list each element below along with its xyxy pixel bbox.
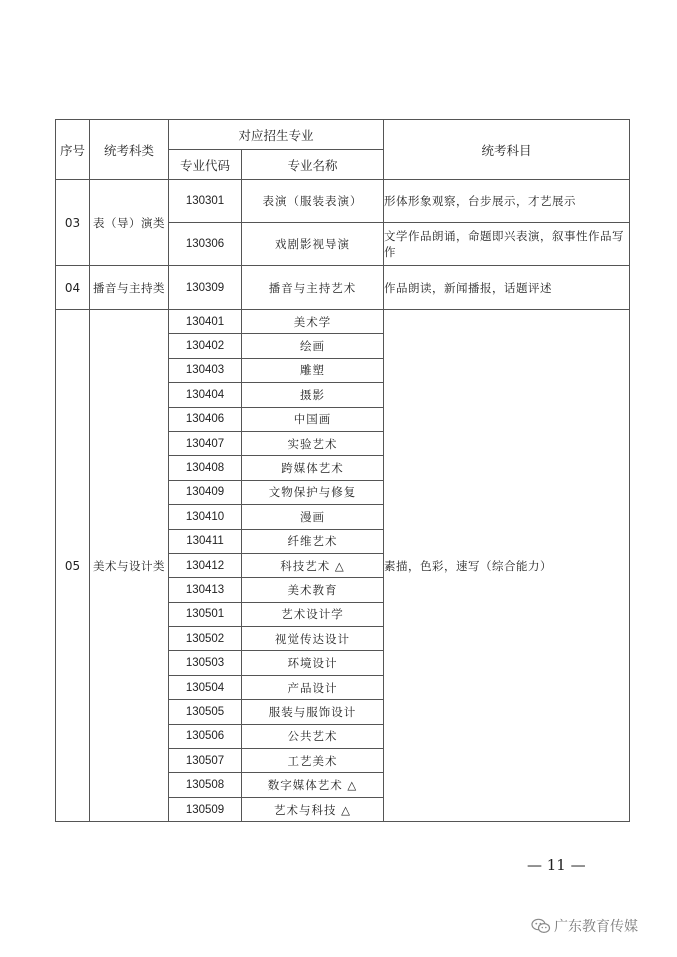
major-code: 130413: [169, 578, 242, 602]
major-name: 艺术与科技 △: [242, 797, 384, 821]
major-name: 表演（服装表演）: [242, 180, 384, 223]
exam-subjects: 作品朗读，新闻播报，话题评述: [384, 266, 630, 310]
header-subjects: 统考科目: [384, 120, 630, 180]
group-category: 美术与设计类: [90, 310, 169, 822]
major-code: 130306: [169, 223, 242, 266]
major-name: 艺术设计学: [242, 602, 384, 626]
major-name: 科技艺术 △: [242, 553, 384, 577]
group-category: 表（导）演类: [90, 180, 169, 266]
major-code: 130309: [169, 266, 242, 310]
group-seq: 03: [56, 180, 90, 266]
major-name: 工艺美术: [242, 749, 384, 773]
major-code: 130410: [169, 505, 242, 529]
header-seq: 序号: [56, 120, 90, 180]
major-name: 产品设计: [242, 675, 384, 699]
major-code: 130501: [169, 602, 242, 626]
major-name: 摄影: [242, 383, 384, 407]
exam-subjects-table: [55, 119, 630, 822]
major-code: 130509: [169, 797, 242, 821]
watermark: [531, 916, 638, 936]
group-seq: 04: [56, 266, 90, 310]
exam-subjects: 文学作品朗诵，命题即兴表演，叙事性作品写作: [384, 223, 630, 266]
major-code: 130502: [169, 627, 242, 651]
major-name: 美术学: [242, 310, 384, 334]
major-name: 中国画: [242, 407, 384, 431]
major-name: 戏剧影视导演: [242, 223, 384, 266]
major-name: 视觉传达设计: [242, 627, 384, 651]
major-name: 绘画: [242, 334, 384, 358]
major-code: 130401: [169, 310, 242, 334]
major-code: 130408: [169, 456, 242, 480]
header-category: 统考科类: [90, 120, 169, 180]
major-name: 播音与主持艺术: [242, 266, 384, 310]
wechat-icon: [531, 918, 551, 934]
major-name: 跨媒体艺术: [242, 456, 384, 480]
major-code: 130407: [169, 431, 242, 455]
major-name: 美术教育: [242, 578, 384, 602]
major-name: 实验艺术: [242, 431, 384, 455]
header-major-group: 对应招生专业: [169, 120, 384, 150]
major-code: 130301: [169, 180, 242, 223]
major-name: 雕塑: [242, 358, 384, 382]
major-code: 130503: [169, 651, 242, 675]
major-name: 服装与服饰设计: [242, 700, 384, 724]
major-code: 130409: [169, 480, 242, 504]
major-code: 130402: [169, 334, 242, 358]
major-code: 130411: [169, 529, 242, 553]
exam-subjects: 形体形象观察，台步展示，才艺展示: [384, 180, 630, 223]
group-category: 播音与主持类: [90, 266, 169, 310]
header-code: 专业代码: [169, 150, 242, 180]
major-code: 130506: [169, 724, 242, 748]
major-name: 公共艺术: [242, 724, 384, 748]
major-code: 130406: [169, 407, 242, 431]
major-code: 130507: [169, 749, 242, 773]
major-code: 130508: [169, 773, 242, 797]
exam-subjects: 素描，色彩，速写（综合能力）: [384, 310, 630, 822]
major-code: 130504: [169, 675, 242, 699]
group-seq: 05: [56, 310, 90, 822]
header-name: 专业名称: [242, 150, 384, 180]
major-code: 130404: [169, 383, 242, 407]
table-row: [56, 310, 630, 334]
watermark-text: 广东教育传媒: [554, 919, 638, 935]
major-name: 环境设计: [242, 651, 384, 675]
major-code: 130412: [169, 553, 242, 577]
major-name: 文物保护与修复: [242, 480, 384, 504]
major-code: 130403: [169, 358, 242, 382]
major-code: 130505: [169, 700, 242, 724]
major-name: 漫画: [242, 505, 384, 529]
major-name: 纤维艺术: [242, 529, 384, 553]
table-row: [56, 266, 630, 310]
table-row: [56, 180, 630, 223]
page-number: — 11 —: [527, 856, 586, 874]
major-name: 数字媒体艺术 △: [242, 773, 384, 797]
